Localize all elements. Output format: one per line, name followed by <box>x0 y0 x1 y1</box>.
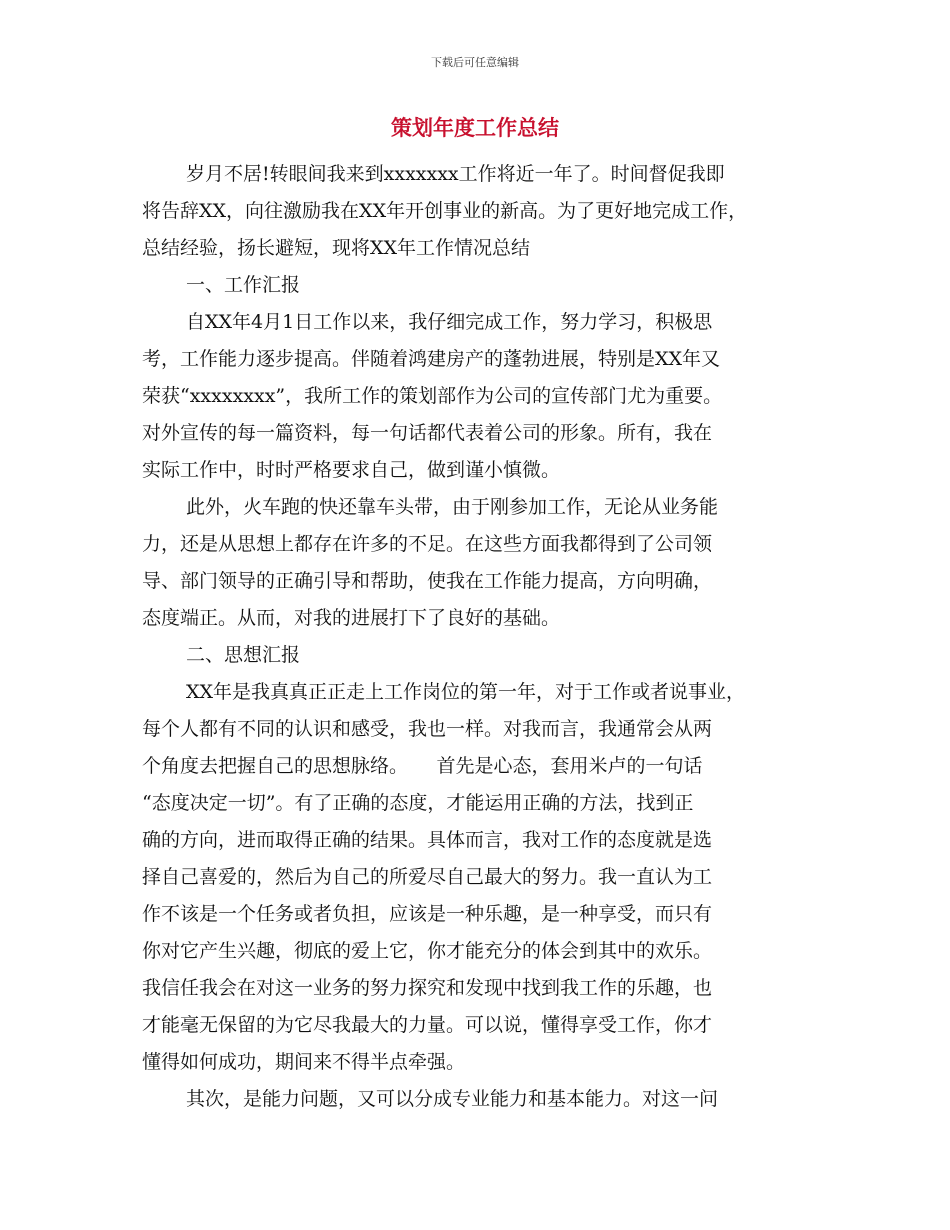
text-line: 自XX年4月1日工作以来，我仔细完成工作，努力学习，积极思 <box>186 311 713 333</box>
document-title: 策划年度工作总结 <box>391 116 559 140</box>
text-line: 其次，是能力问题，又可以分成专业能力和基本能力。对这一问 <box>186 1088 719 1110</box>
text-line: 考，工作能力逐步提高。伴随着鸿建房产的蓬勃进展，特别是XX年又 <box>142 348 721 370</box>
text-line: 将告辞XX，向往激励我在XX年开创事业的新高。为了更好地完成工作， <box>142 200 748 222</box>
text-line: 实际工作中，时时严格要求自己，做到谨小慎微。 <box>142 459 561 481</box>
text-line: 荣获“xxxxxxxx”，我所工作的策划部作为公司的宣传部门尤为重要。 <box>142 385 723 407</box>
text-line: 力，还是从思想上都存在许多的不足。在这些方面我都得到了公司领 <box>142 533 713 555</box>
text-line: 对外宣传的每一篇资料，每一句话都代表着公司的形象。所有，我在 <box>142 422 713 444</box>
text-line: 总结经验，扬长避短，现将XX年工作情况总结 <box>142 237 531 259</box>
text-line: XX年是我真真正正走上工作岗位的第一年，对于工作或者说事业， <box>186 681 746 703</box>
text-line: 作不该是一个任务或者负担，应该是一种乐趣，是一种享受，而只有 <box>142 903 713 925</box>
text-line: 二、思想汇报 <box>186 644 301 666</box>
text-line: 你对它产生兴趣，彻底的爱上它，你才能充分的体会到其中的欢乐。 <box>142 940 713 962</box>
text-line: “态度决定一切”。有了正确的态度，才能运用正确的方法，找到正 <box>142 792 694 814</box>
text-line: 每个人都有不同的认识和感受，我也一样。对我而言，我通常会从两 <box>142 718 713 740</box>
text-line: 才能毫无保留的为它尽我最大的力量。可以说，懂得享受工作，你才 <box>142 1014 713 1036</box>
document-body <box>142 156 822 1118</box>
text-line: 懂得如何成功，期间来不得半点牵强。 <box>142 1051 466 1073</box>
text-line: 岁月不居!转眼间我来到xxxxxxx工作将近一年了。时间督促我即 <box>186 163 725 185</box>
text-line: 态度端正。从而，对我的进展打下了良好的基础。 <box>142 607 561 629</box>
text-line: 个角度去把握自己的思想脉络。 首先是心态，套用米卢的一句话 <box>142 755 703 777</box>
text-line: 择自己喜爱的，然后为自己的所爱尽自己最大的努力。我一直认为工 <box>142 866 713 888</box>
text-line: 确的方向，进而取得正确的结果。具体而言，我对工作的态度就是选 <box>142 829 713 851</box>
text-line: 一、工作汇报 <box>186 274 301 296</box>
text-line: 我信任我会在对这一业务的努力探究和发现中找到我工作的乐趣，也 <box>142 977 713 999</box>
header-note: 下载后可任意编辑 <box>431 56 519 69</box>
text-line: 此外，火车跑的快还靠车头带，由于刚参加工作，无论从业务能 <box>186 496 719 518</box>
text-line: 导、部门领导的正确引导和帮助，使我在工作能力提高，方向明确， <box>142 570 713 592</box>
